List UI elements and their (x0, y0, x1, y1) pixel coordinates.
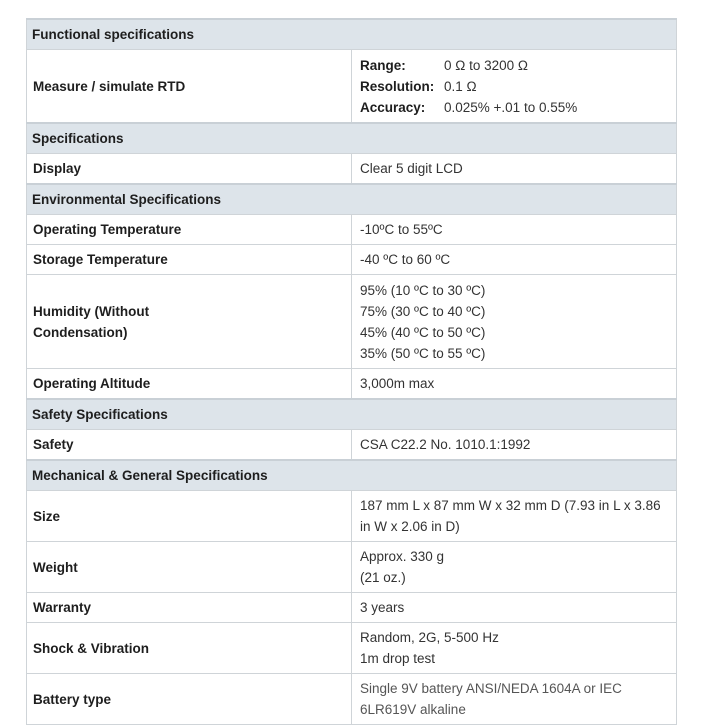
accuracy-value: 0.025% +.01 to 0.55% (444, 99, 578, 115)
spec-row-safety (27, 430, 677, 461)
spec-label: Measure / simulate RTD (27, 50, 352, 124)
spec-value: Single 9V battery ANSI/NEDA 1604A or IEC 6LR619V alkaline (352, 674, 677, 725)
spec-value (352, 623, 677, 674)
section-header-specifications (27, 123, 677, 154)
spec-label: Shock & Vibration (27, 623, 352, 674)
accuracy-pair (360, 97, 668, 118)
spec-value: 3 years (352, 593, 677, 623)
spec-row-warranty (27, 593, 677, 623)
section-header-environmental (27, 184, 677, 215)
section-title: Mechanical & General Specifications (27, 460, 677, 491)
range-pair (360, 55, 668, 76)
weight-line: (21 oz.) (360, 570, 406, 585)
spec-row-size (27, 491, 677, 542)
spec-label: Operating Temperature (27, 215, 352, 245)
resolution-pair (360, 76, 668, 97)
spec-label: Operating Altitude (27, 369, 352, 400)
spec-row-weight (27, 542, 677, 593)
spec-value: 187 mm L x 87 mm W x 32 mm D (7.93 in L x 3.86 in W x 2.06 in D) (352, 491, 677, 542)
humidity-line: 45% (40 ºC to 50 ºC) (360, 324, 486, 340)
spec-label (27, 275, 352, 369)
range-value: 0 Ω to 3200 Ω (444, 57, 528, 73)
section-header-mechanical (27, 460, 677, 491)
spec-label: Battery type (27, 674, 352, 725)
section-title: Safety Specifications (27, 399, 677, 430)
shock-line: 1m drop test (360, 651, 436, 666)
spec-row-operating-temperature (27, 215, 677, 245)
spec-row-battery-type (27, 674, 677, 725)
spec-label: Size (27, 491, 352, 542)
section-header-functional (27, 19, 677, 50)
spec-row-shock-vibration (27, 623, 677, 674)
spec-label: Storage Temperature (27, 245, 352, 275)
resolution-key: Resolution: (360, 78, 435, 94)
section-title: Functional specifications (27, 19, 677, 50)
humidity-line: 95% (10 ºC to 30 ºC) (360, 282, 486, 298)
spec-value: Clear 5 digit LCD (352, 154, 677, 185)
spec-row-measure-rtd (27, 50, 677, 124)
spec-label-line: Humidity (Without (33, 303, 150, 319)
spec-row-display (27, 154, 677, 185)
spec-value: CSA C22.2 No. 1010.1:1992 (352, 430, 677, 461)
spec-label-line: Condensation) (33, 324, 128, 340)
spec-value: -10ºC to 55ºC (352, 215, 677, 245)
humidity-line: 75% (30 ºC to 40 ºC) (360, 303, 486, 319)
spec-label: Weight (27, 542, 352, 593)
section-header-safety (27, 399, 677, 430)
spec-value: -40 ºC to 60 ºC (352, 245, 677, 275)
spec-value (352, 275, 677, 369)
accuracy-key: Accuracy: (360, 99, 426, 115)
spec-value (352, 542, 677, 593)
section-title: Specifications (27, 123, 677, 154)
range-key: Range: (360, 57, 406, 73)
humidity-line: 35% (50 ºC to 55 ºC) (360, 345, 486, 361)
shock-line: Random, 2G, 5-500 Hz (360, 630, 499, 645)
spec-row-storage-temperature (27, 245, 677, 275)
spec-row-humidity (27, 275, 677, 369)
resolution-value: 0.1 Ω (444, 78, 477, 94)
spec-row-operating-altitude (27, 369, 677, 400)
spec-label: Warranty (27, 593, 352, 623)
spec-label: Display (27, 154, 352, 185)
spec-value (352, 50, 677, 124)
weight-line: Approx. 330 g (360, 549, 445, 564)
spec-label: Safety (27, 430, 352, 461)
specifications-table (26, 18, 677, 725)
spec-value: 3,000m max (352, 369, 677, 400)
section-title: Environmental Specifications (27, 184, 677, 215)
